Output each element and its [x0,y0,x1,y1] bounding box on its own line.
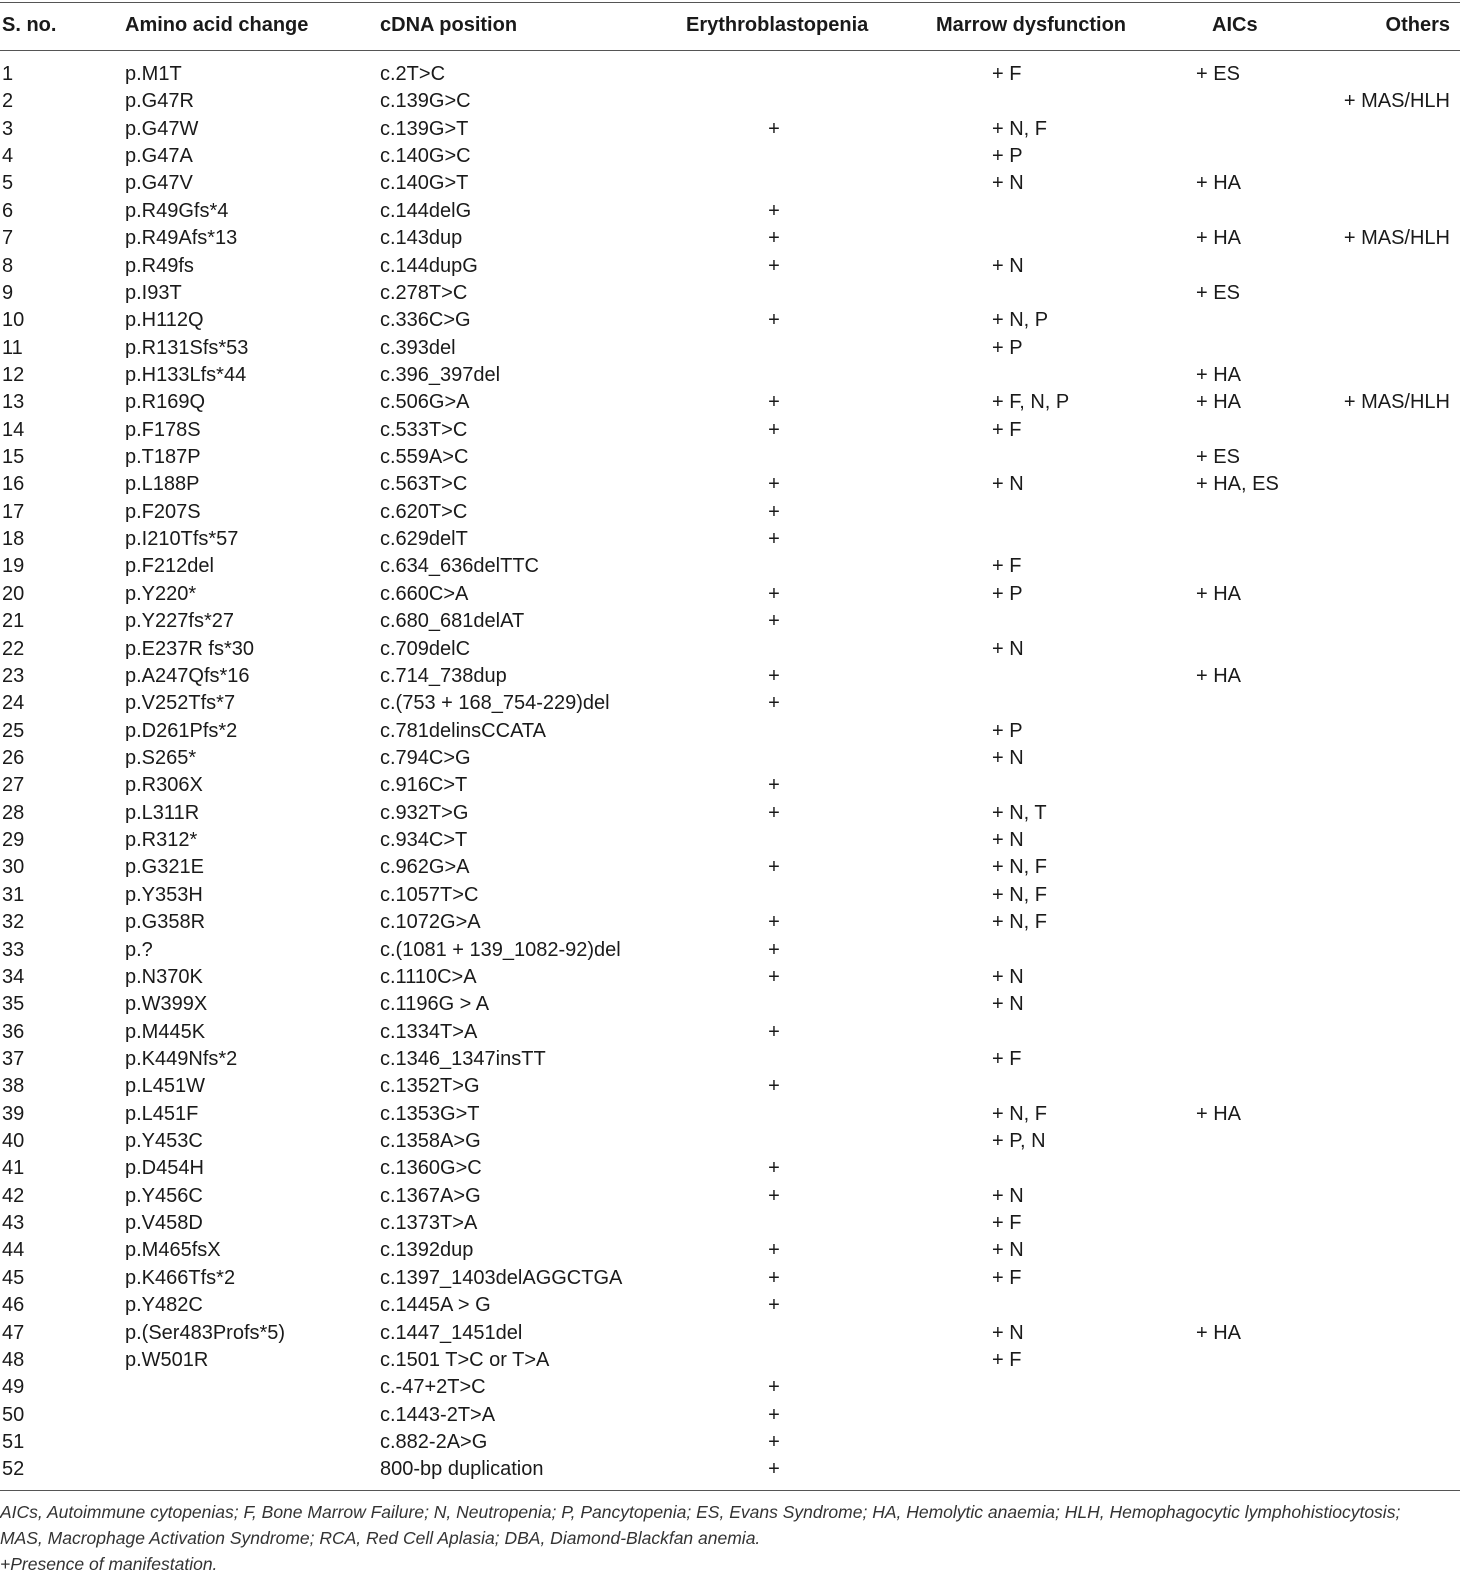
cell-sno: 1 [2,63,14,85]
cell-aics: + ES [1196,281,1240,304]
table-header-rule [0,50,1460,51]
cell-cdna-position: c.278T>C [380,281,468,304]
cell-amino-acid-change: p.G47V [125,172,193,195]
cell-erythroblastopenia: + [768,664,780,687]
cell-amino-acid-change: p.M445K [125,1020,206,1043]
cell-marrow-dysfunction: + F [992,555,1022,578]
footnote-line-1: AICs, Autoimmune cytopenias; F, Bone Marrow Failure; N, Neutropenia; P, Pancytopenia; ES, Evans Syndrome; HA, Hemolytic anaemia; HLH, Hemophagocytic lymphohistiocytosis; [0,1502,1401,1522]
table-row [0,389,1460,416]
cell-erythroblastopenia: + [768,1020,780,1043]
cell-erythroblastopenia: + [768,911,780,934]
cell-cdna-position: c.563T>C [380,473,468,496]
cell-marrow-dysfunction: + F [992,1212,1022,1235]
cell-marrow-dysfunction: + N, P [992,309,1049,332]
cell-marrow-dysfunction: + N [992,965,1024,988]
table-bottom-rule [0,1490,1460,1491]
cell-amino-acid-change: p.S265* [125,746,197,769]
table-row [0,225,1460,252]
cell-amino-acid-change: p.R49fs [125,254,194,277]
table-row [0,61,1460,88]
cell-erythroblastopenia: + [768,473,780,496]
cell-amino-acid-change: p.R306X [125,774,203,797]
cell-sno: 19 [2,555,25,578]
cell-others: + MAS/HLH [1343,227,1450,250]
cell-marrow-dysfunction: + P [992,582,1023,605]
cell-sno: 7 [2,227,14,250]
cell-marrow-dysfunction: + P [992,336,1023,359]
cell-amino-acid-change: p.Y220* [125,582,197,605]
table-row [0,636,1460,663]
cell-cdna-position: c.680_681delAT [380,610,525,633]
header-amino-acid-change: Amino acid change [125,14,309,36]
cell-sno: 21 [2,610,25,633]
cell-marrow-dysfunction: + N [992,1321,1024,1344]
cell-cdna-position: c.143dup [380,227,463,250]
cell-erythroblastopenia: + [768,582,780,605]
table-row [0,143,1460,170]
cell-cdna-position: c.1447_1451del [380,1321,523,1344]
cell-sno: 9 [2,281,14,304]
table-row [0,800,1460,827]
cell-cdna-position: c.660C>A [380,582,469,605]
cell-erythroblastopenia: + [768,1157,780,1180]
cell-marrow-dysfunction: + F [992,1266,1022,1289]
cell-erythroblastopenia: + [768,1430,780,1453]
cell-erythroblastopenia: + [768,254,780,277]
cell-sno: 34 [2,965,25,988]
table-row [0,362,1460,389]
cell-amino-acid-change: p.L188P [125,473,200,496]
cell-amino-acid-change: p.L451W [125,1075,206,1098]
cell-aics: + HA [1196,582,1242,605]
cell-cdna-position: c.139G>T [380,117,469,140]
footnote-line-3: +Presence of manifestation. [0,1554,218,1574]
cell-sno: 36 [2,1020,25,1043]
cell-sno: 26 [2,746,25,769]
cell-sno: 12 [2,363,25,386]
cell-sno: 3 [2,117,14,140]
cell-erythroblastopenia: + [768,1184,780,1207]
cell-amino-acid-change: p.Y227fs*27 [125,610,234,633]
header-marrow-dysfunction: Marrow dysfunction [936,14,1127,36]
cell-amino-acid-change: p.I210Tfs*57 [125,528,239,551]
table-row [0,882,1460,909]
header-cdna-position: cDNA position [380,14,518,36]
cell-marrow-dysfunction: + N [992,1239,1024,1262]
table-row [0,499,1460,526]
cell-aics: + HA [1196,664,1242,687]
table-row [0,444,1460,471]
cell-marrow-dysfunction: + F [992,1047,1022,1070]
cell-sno: 49 [2,1376,25,1399]
table-row [0,417,1460,444]
cell-erythroblastopenia: + [768,938,780,961]
cell-sno: 25 [2,719,25,742]
cell-sno: 17 [2,500,25,523]
cell-erythroblastopenia: + [768,117,780,140]
cell-amino-acid-change: p.W501R [125,1348,209,1371]
cell-cdna-position: c.634_636delTTC [380,555,539,578]
cell-cdna-position: c.1501 T>C or T>A [380,1348,550,1371]
cell-sno: 51 [2,1430,25,1453]
cell-cdna-position: c.1110C>A [380,965,477,988]
cell-erythroblastopenia: + [768,801,780,824]
cell-marrow-dysfunction: + N, F [992,117,1048,140]
cell-amino-acid-change: p.G47W [125,117,199,140]
cell-cdna-position: c.393del [380,336,456,359]
table-row [0,909,1460,936]
cell-sno: 11 [2,336,23,359]
table-row [0,1292,1460,1319]
cell-erythroblastopenia: + [768,774,780,797]
cell-amino-acid-change: p.(Ser483Profs*5) [125,1321,286,1344]
cell-erythroblastopenia: + [768,227,780,250]
cell-amino-acid-change: p.H133Lfs*44 [125,363,247,386]
cell-cdna-position: c.1352T>G [380,1075,480,1098]
cell-aics: + HA [1196,227,1242,250]
cell-amino-acid-change: p.Y453C [125,1130,203,1153]
cell-cdna-position: c.1057T>C [380,883,479,906]
cell-aics: + HA [1196,1321,1242,1344]
cell-marrow-dysfunction: + P [992,145,1023,168]
table-row [0,1320,1460,1347]
cell-sno: 5 [2,172,14,195]
cell-cdna-position: c.1392dup [380,1239,474,1262]
cell-cdna-position: c.139G>C [380,90,471,113]
table-row [0,1347,1460,1374]
cell-sno: 8 [2,254,14,277]
cell-cdna-position: c.714_738dup [380,664,507,687]
table-row [0,1210,1460,1237]
cell-erythroblastopenia: + [768,1458,780,1481]
table-top-rule [0,2,1460,3]
cell-marrow-dysfunction: + N [992,172,1024,195]
table-row [0,663,1460,690]
table-row [0,88,1460,115]
cell-sno: 50 [2,1403,25,1426]
cell-amino-acid-change: p.D261Pfs*2 [125,719,238,742]
cell-sno: 20 [2,582,25,605]
cell-sno: 2 [2,90,14,113]
cell-erythroblastopenia: + [768,418,780,441]
cell-cdna-position: c.1346_1347insTT [380,1047,546,1070]
cell-sno: 38 [2,1075,25,1098]
cell-aics: + HA, ES [1196,473,1279,496]
cell-sno: 16 [2,473,25,496]
cell-sno: 22 [2,637,25,660]
cell-marrow-dysfunction: + P [992,719,1023,742]
cell-cdna-position: c.932T>G [380,801,469,824]
cell-aics: + HA [1196,172,1242,195]
cell-cdna-position: c.144dupG [380,254,478,277]
cell-cdna-position: c.559A>C [380,446,469,469]
cell-amino-acid-change: p.Y482C [125,1294,203,1317]
cell-marrow-dysfunction: + F [992,418,1022,441]
cell-marrow-dysfunction: + N, F [992,883,1048,906]
cell-sno: 35 [2,993,25,1016]
cell-sno: 30 [2,856,25,879]
cell-marrow-dysfunction: + N [992,746,1024,769]
table-row [0,170,1460,197]
table-row [0,253,1460,280]
cell-sno: 6 [2,199,14,222]
table-row [0,1019,1460,1046]
cell-amino-acid-change: p.R49Afs*13 [125,227,238,250]
cell-amino-acid-change: p.M465fsX [125,1239,221,1262]
cell-cdna-position: c.1072G>A [380,911,481,934]
cell-amino-acid-change: p.D454H [125,1157,204,1180]
cell-erythroblastopenia: + [768,1075,780,1098]
cell-cdna-position: c.506G>A [380,391,470,414]
table-header-row [0,14,1460,40]
cell-aics: + HA [1196,1102,1242,1125]
cell-cdna-position: c.1334T>A [380,1020,478,1043]
cell-sno: 27 [2,774,25,797]
table-row [0,991,1460,1018]
cell-sno: 43 [2,1212,25,1235]
cell-cdna-position: c.916C>T [380,774,468,797]
cell-sno: 42 [2,1184,25,1207]
cell-marrow-dysfunction: + N, F [992,911,1048,934]
cell-aics: + ES [1196,446,1240,469]
cell-sno: 39 [2,1102,25,1125]
header-aics: AICs [1212,14,1258,36]
cell-amino-acid-change: p.L311R [125,801,200,824]
table-row [0,307,1460,334]
cell-aics: + HA [1196,363,1242,386]
cell-erythroblastopenia: + [768,1294,780,1317]
cell-amino-acid-change: p.L451F [125,1102,199,1125]
cell-erythroblastopenia: + [768,856,780,879]
cell-cdna-position: 800-bp duplication [380,1458,544,1481]
cell-others: + MAS/HLH [1343,90,1450,113]
cell-amino-acid-change: p.R49Gfs*4 [125,199,229,222]
cell-amino-acid-change: p.R169Q [125,391,206,414]
table-row [0,827,1460,854]
cell-cdna-position: c.336C>G [380,309,471,332]
cell-sno: 29 [2,829,25,852]
cell-cdna-position: c.794C>G [380,746,471,769]
table-row [0,116,1460,143]
cell-cdna-position: c.(753 + 168_754-229)del [380,692,610,715]
cell-sno: 10 [2,309,25,332]
cell-amino-acid-change: p.M1T [125,63,182,85]
table-row [0,1155,1460,1182]
cell-sno: 45 [2,1266,25,1289]
cell-cdna-position: c.1196G > A [380,993,490,1016]
cell-sno: 32 [2,911,25,934]
cell-sno: 28 [2,801,25,824]
cell-marrow-dysfunction: + P, N [992,1130,1046,1153]
cell-cdna-position: c.1367A>G [380,1184,481,1207]
cell-marrow-dysfunction: + N, T [992,801,1047,824]
cell-amino-acid-change: p.Y456C [125,1184,203,1207]
cell-marrow-dysfunction: + N [992,829,1024,852]
table-row [0,1374,1460,1401]
table-row [0,854,1460,881]
cell-sno: 31 [2,883,25,906]
cell-amino-acid-change: p.F178S [125,418,201,441]
cell-erythroblastopenia: + [768,1403,780,1426]
cell-sno: 33 [2,938,25,961]
table-row [0,1046,1460,1073]
cell-cdna-position: c.882-2A>G [380,1430,488,1453]
cell-amino-acid-change: p.I93T [125,281,182,304]
table-body [0,61,1460,1484]
cell-marrow-dysfunction: + N [992,473,1024,496]
cell-sno: 47 [2,1321,25,1344]
cell-cdna-position: c.934C>T [380,829,468,852]
table-row [0,718,1460,745]
cell-cdna-position: c.1358A>G [380,1130,481,1153]
cell-cdna-position: c.(1081 + 139_1082-92)del [380,938,621,961]
cell-erythroblastopenia: + [768,309,780,332]
cell-erythroblastopenia: + [768,692,780,715]
cell-marrow-dysfunction: + F [992,63,1022,85]
cell-cdna-position: c.140G>C [380,145,471,168]
cell-cdna-position: c.140G>T [380,172,469,195]
cell-amino-acid-change: p.T187P [125,446,201,469]
cell-amino-acid-change: p.E237R fs*30 [125,637,254,660]
cell-cdna-position: c.629delT [380,528,468,551]
cell-sno: 41 [2,1157,25,1180]
cell-erythroblastopenia: + [768,1266,780,1289]
table-row [0,1101,1460,1128]
cell-sno: 15 [2,446,25,469]
header-others: Others [1385,14,1450,36]
cell-marrow-dysfunction: + N, F [992,1102,1048,1125]
cell-cdna-position: c.1445A > G [380,1294,491,1317]
cell-marrow-dysfunction: + N [992,993,1024,1016]
cell-amino-acid-change: p.G321E [125,856,204,879]
cell-sno: 52 [2,1458,25,1481]
cell-erythroblastopenia: + [768,1376,780,1399]
cell-sno: 13 [2,391,25,414]
cell-amino-acid-change: p.R312* [125,829,198,852]
footnote-line-2: MAS, Macrophage Activation Syndrome; RCA, Red Cell Aplasia; DBA, Diamond-Blackfan anemia. [0,1528,761,1548]
cell-others: + MAS/HLH [1343,391,1450,414]
cell-marrow-dysfunction: + F, N, P [992,391,1070,414]
table-row [0,1402,1460,1429]
cell-sno: 40 [2,1130,25,1153]
cell-aics: + HA [1196,391,1242,414]
cell-amino-acid-change: p.R131Sfs*53 [125,336,249,359]
table-row [0,745,1460,772]
cell-erythroblastopenia: + [768,610,780,633]
cell-amino-acid-change: p.W399X [125,993,208,1016]
cell-marrow-dysfunction: + F [992,1348,1022,1371]
cell-erythroblastopenia: + [768,500,780,523]
cell-aics: + ES [1196,63,1240,85]
cell-cdna-position: c.781delinsCCATA [380,719,546,742]
table-row [0,1128,1460,1155]
table-row [0,1237,1460,1264]
cell-erythroblastopenia: + [768,1239,780,1262]
cell-amino-acid-change: p.? [125,938,153,961]
table-row [0,198,1460,225]
table-footnote [0,1499,1460,1577]
cell-cdna-position: c.144delG [380,199,472,222]
cell-cdna-position: c.1397_1403delAGGCTGA [380,1266,623,1289]
cell-amino-acid-change: p.G47A [125,145,193,168]
cell-amino-acid-change: p.A247Qfs*16 [125,664,250,687]
cell-cdna-position: c.620T>C [380,500,468,523]
cell-amino-acid-change: p.F212del [125,555,214,578]
table-row [0,937,1460,964]
cell-marrow-dysfunction: + N [992,254,1024,277]
cell-amino-acid-change: p.K449Nfs*2 [125,1047,238,1070]
cell-cdna-position: c.2T>C [380,63,446,85]
table-row [0,553,1460,580]
cell-cdna-position: c.396_397del [380,363,501,386]
table-row [0,471,1460,498]
cell-amino-acid-change: p.V458D [125,1212,203,1235]
table-row [0,1456,1460,1483]
cell-amino-acid-change: p.Y353H [125,883,203,906]
cell-cdna-position: c.1373T>A [380,1212,478,1235]
cell-erythroblastopenia: + [768,965,780,988]
cell-erythroblastopenia: + [768,528,780,551]
cell-amino-acid-change: p.H112Q [125,309,204,332]
cell-sno: 24 [2,692,25,715]
cell-sno: 4 [2,145,14,168]
cell-sno: 18 [2,528,25,551]
table-row [0,1073,1460,1100]
table-row [0,335,1460,362]
cell-cdna-position: c.533T>C [380,418,468,441]
header-erythroblastopenia: Erythroblastopenia [686,14,869,36]
cell-erythroblastopenia: + [768,199,780,222]
cell-cdna-position: c.1443-2T>A [380,1403,496,1426]
cell-sno: 48 [2,1348,25,1371]
cell-cdna-position: c.709delC [380,637,471,660]
table-row [0,964,1460,991]
cell-amino-acid-change: p.G358R [125,911,206,934]
table-row [0,690,1460,717]
table-row [0,608,1460,635]
cell-sno: 44 [2,1239,25,1262]
header-sno: S. no. [2,14,57,36]
table-row [0,1265,1460,1292]
table-row [0,526,1460,553]
cell-amino-acid-change: p.V252Tfs*7 [125,692,236,715]
table-row [0,1429,1460,1456]
cell-cdna-position: c.962G>A [380,856,470,879]
cell-sno: 46 [2,1294,25,1317]
table-row [0,581,1460,608]
table-row [0,280,1460,307]
cell-marrow-dysfunction: + N [992,1184,1024,1207]
cell-erythroblastopenia: + [768,391,780,414]
cell-cdna-position: c.-47+2T>C [380,1376,486,1399]
table-row [0,772,1460,799]
cell-marrow-dysfunction: + N [992,637,1024,660]
cell-amino-acid-change: p.F207S [125,500,201,523]
cell-marrow-dysfunction: + N, F [992,856,1048,879]
cell-amino-acid-change: p.K466Tfs*2 [125,1266,236,1289]
cell-sno: 37 [2,1047,25,1070]
cell-cdna-position: c.1353G>T [380,1102,480,1125]
cell-cdna-position: c.1360G>C [380,1157,482,1180]
table-row [0,1183,1460,1210]
cell-amino-acid-change: p.G47R [125,90,194,113]
cell-sno: 23 [2,664,25,687]
cell-amino-acid-change: p.N370K [125,965,203,988]
cell-sno: 14 [2,418,25,441]
